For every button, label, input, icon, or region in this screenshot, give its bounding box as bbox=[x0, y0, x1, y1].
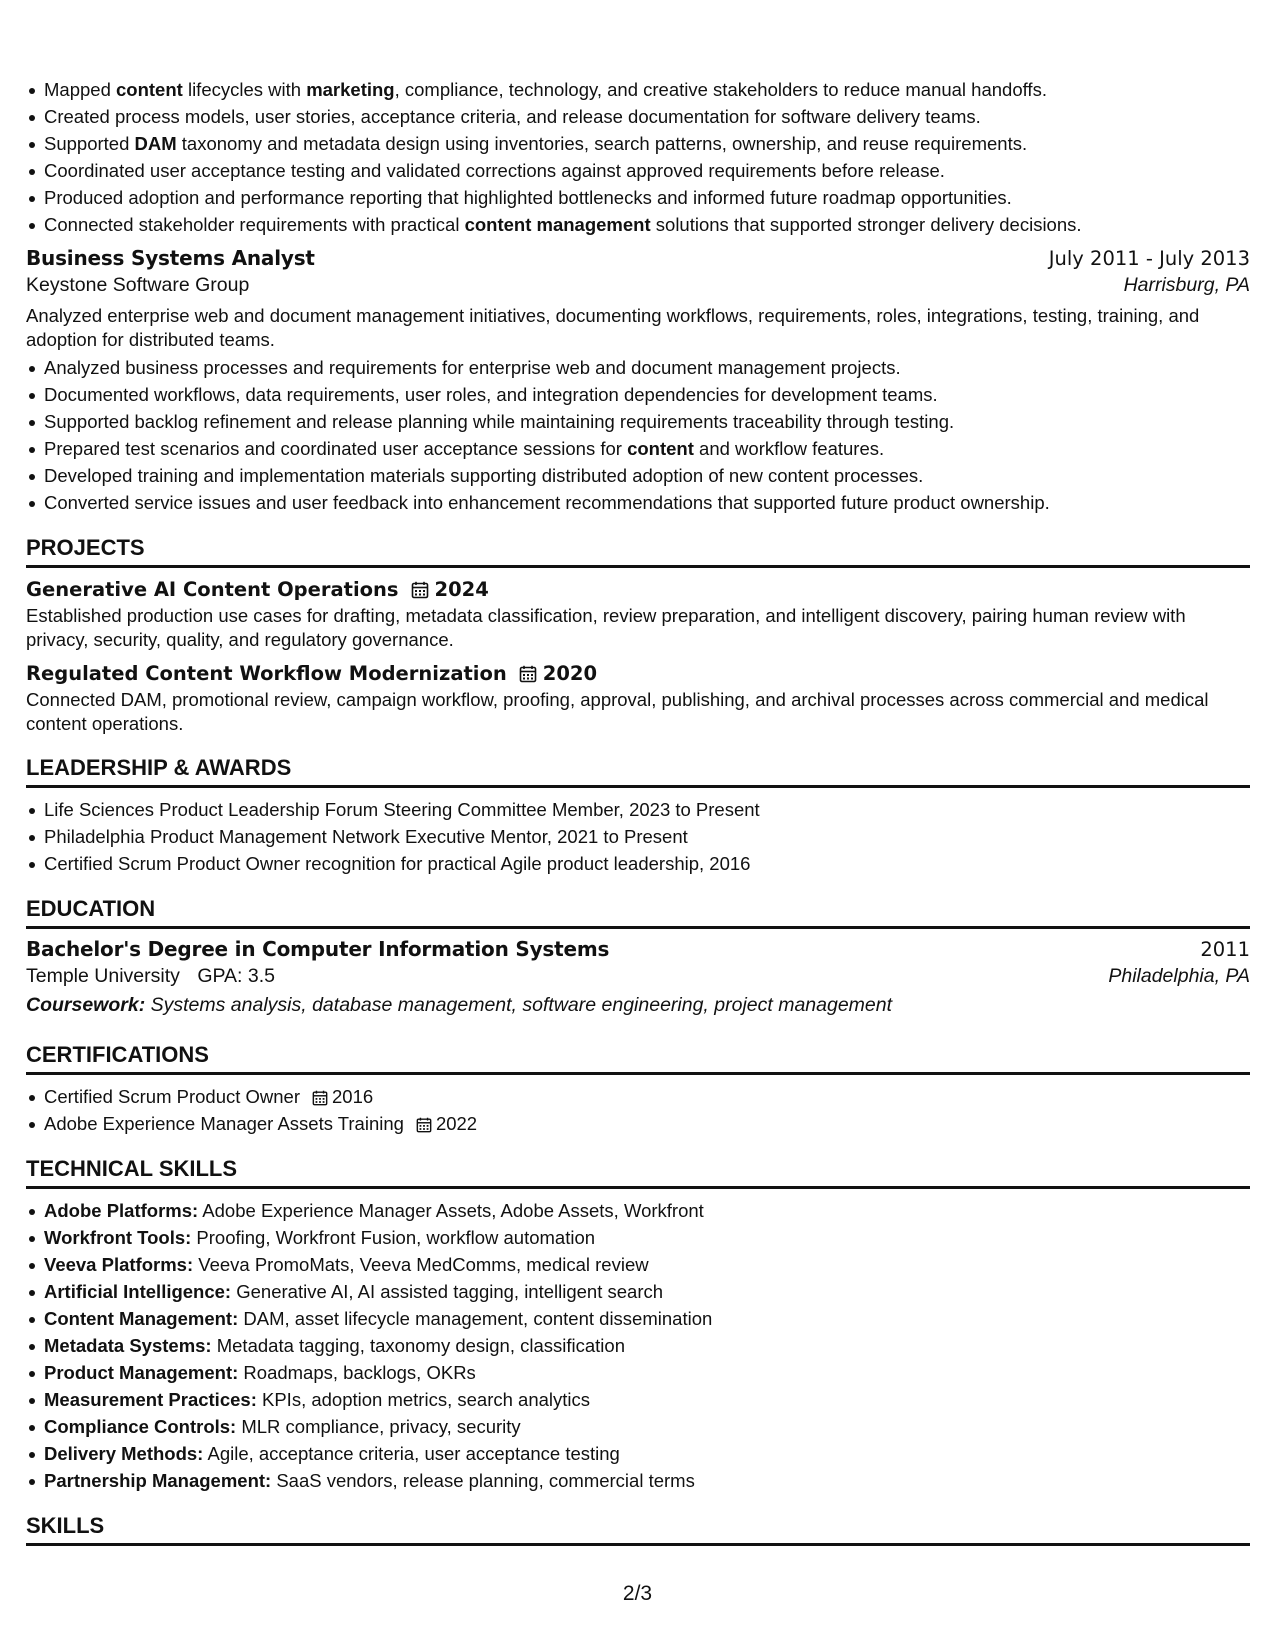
skill-value: DAM, asset lifecycle management, content dissemination bbox=[238, 1308, 713, 1329]
list-item bbox=[44, 103, 1250, 130]
skill-value: Roadmaps, backlogs, OKRs bbox=[238, 1362, 476, 1383]
list-item bbox=[44, 1413, 1250, 1440]
list-item bbox=[44, 1359, 1250, 1386]
job-location: Harrisburg, PA bbox=[1123, 274, 1250, 296]
list-item bbox=[44, 1386, 1250, 1413]
project-year: 2024 bbox=[434, 578, 489, 601]
skill-label: Workfront Tools: bbox=[44, 1227, 192, 1248]
text-segment: , compliance, technology, and creative stakeholders to reduce manual handoffs. bbox=[394, 79, 1047, 100]
list-item bbox=[44, 157, 1250, 184]
coursework-label: Coursework: bbox=[26, 994, 146, 1016]
job-company: Keystone Software Group bbox=[26, 274, 250, 296]
text-segment: Supported backlog refinement and release planning while maintaining requirements traceability through testing. bbox=[44, 411, 955, 432]
list-item bbox=[44, 211, 1250, 238]
project-name: Regulated Content Workflow Modernization bbox=[26, 662, 507, 685]
list-item bbox=[44, 435, 1250, 462]
skill-label: Compliance Controls: bbox=[44, 1416, 237, 1437]
education-entry bbox=[26, 937, 1250, 1019]
text-segment: taxonomy and metadata design using inventories, search patterns, ownership, and reuse requirements. bbox=[176, 133, 1028, 154]
text-segment: Supported bbox=[44, 133, 135, 154]
skill-label: Delivery Methods: bbox=[44, 1443, 204, 1464]
skills-heading: SKILLS bbox=[26, 1512, 1250, 1546]
education-header bbox=[26, 937, 1250, 961]
projects-heading: PROJECTS bbox=[26, 534, 1250, 568]
list-item bbox=[44, 489, 1250, 516]
bold-keyword: content bbox=[627, 438, 694, 459]
calendar-icon bbox=[519, 665, 537, 683]
bold-keyword: content management bbox=[464, 214, 651, 235]
skill-label: Artificial Intelligence: bbox=[44, 1281, 232, 1302]
list-item bbox=[44, 1305, 1250, 1332]
text-segment: and workflow features. bbox=[693, 438, 885, 459]
education-subheader bbox=[26, 961, 1250, 991]
leadership-heading: LEADERSHIP & AWARDS bbox=[26, 754, 1250, 788]
project-name: Generative AI Content Operations bbox=[26, 578, 399, 601]
text-segment: Prepared test scenarios and coordinated user acceptance sessions for bbox=[44, 438, 628, 459]
list-item bbox=[44, 1083, 1250, 1110]
text-segment: Created process models, user stories, acceptance criteria, and release documentation for software delivery teams. bbox=[44, 106, 981, 127]
text-segment: Produced adoption and performance reporting that highlighted bottlenecks and informed future roadmap opportunities. bbox=[44, 187, 1012, 208]
graduation-year: 2011 bbox=[1200, 938, 1250, 961]
school-location: Philadelphia, PA bbox=[1108, 965, 1250, 987]
skill-label: Measurement Practices: bbox=[44, 1389, 257, 1410]
calendar-icon bbox=[416, 1117, 432, 1133]
text-segment: Converted service issues and user feedback into enhancement recommendations that supported future product ownership. bbox=[44, 492, 1050, 513]
list-item bbox=[44, 130, 1250, 157]
resume-page bbox=[26, 76, 1250, 1554]
project-entry bbox=[26, 660, 1250, 736]
list-item bbox=[44, 1278, 1250, 1305]
list-item bbox=[44, 76, 1250, 103]
list-item: Philadelphia Product Management Network Executive Mentor, 2021 to Present bbox=[44, 823, 1250, 850]
list-item bbox=[44, 184, 1250, 211]
skill-value: MLR compliance, privacy, security bbox=[236, 1416, 521, 1437]
bold-keyword: content bbox=[116, 79, 183, 100]
certification-year: 2022 bbox=[435, 1113, 478, 1134]
skill-value: Veeva PromoMats, Veeva MedComms, medical review bbox=[193, 1254, 649, 1275]
skill-label: Metadata Systems: bbox=[44, 1335, 212, 1356]
list-item bbox=[44, 1197, 1250, 1224]
certifications-list bbox=[26, 1083, 1250, 1137]
job-dates: July 2011 - July 2013 bbox=[1048, 247, 1250, 270]
certifications-heading: CERTIFICATIONS bbox=[26, 1041, 1250, 1075]
job-header bbox=[26, 246, 1250, 270]
degree-title: Bachelor's Degree in Computer Information Systems bbox=[26, 937, 610, 961]
skill-label: Content Management: bbox=[44, 1308, 239, 1329]
certification-name: Adobe Experience Manager Assets Training bbox=[44, 1113, 404, 1134]
school-and-gpa bbox=[26, 961, 275, 991]
page-number: 2/3 bbox=[622, 1582, 653, 1605]
skill-value: Adobe Experience Manager Assets, Adobe Assets, Workfront bbox=[198, 1200, 704, 1221]
bold-keyword: DAM bbox=[134, 133, 177, 154]
skill-label: Partnership Management: bbox=[44, 1470, 272, 1491]
skill-value: SaaS vendors, release planning, commercial terms bbox=[271, 1470, 695, 1491]
job-subheader bbox=[26, 270, 1250, 300]
job-summary: Analyzed enterprise web and document management initiatives, documenting workflows, requirements, roles, integrations, testing, training, and adoption for distributed teams. bbox=[26, 305, 1200, 350]
list-item: Certified Scrum Product Owner recognition for practical Agile product leadership, 2016 bbox=[44, 850, 1250, 877]
list-item bbox=[44, 1332, 1250, 1359]
list-item bbox=[44, 1251, 1250, 1278]
text-segment: Coordinated user acceptance testing and validated corrections against approved requirements before release. bbox=[44, 160, 945, 181]
text-segment: Analyzed business processes and requirements for enterprise web and document management projects. bbox=[44, 357, 901, 378]
skill-label: Veeva Platforms: bbox=[44, 1254, 194, 1275]
skill-value: KPIs, adoption metrics, search analytics bbox=[256, 1389, 591, 1410]
school-name: Temple University bbox=[26, 965, 180, 987]
text-segment: Developed training and implementation materials supporting distributed adoption of new content processes. bbox=[44, 465, 924, 486]
calendar-icon bbox=[312, 1090, 328, 1106]
skill-label: Adobe Platforms: bbox=[44, 1200, 199, 1221]
certification-name: Certified Scrum Product Owner bbox=[44, 1086, 301, 1107]
coursework bbox=[26, 991, 1250, 1019]
project-year: 2020 bbox=[542, 662, 598, 685]
text-segment: Connected stakeholder requirements with practical bbox=[44, 214, 465, 235]
job-bullets bbox=[26, 354, 1250, 516]
gpa: GPA: 3.5 bbox=[197, 965, 275, 987]
list-item bbox=[44, 381, 1250, 408]
technical-skills-heading: TECHNICAL SKILLS bbox=[26, 1155, 1250, 1189]
list-item bbox=[44, 354, 1250, 381]
certification-year: 2016 bbox=[332, 1086, 374, 1107]
leadership-list bbox=[26, 796, 1250, 877]
project-entry bbox=[26, 576, 1250, 652]
project-description: Established production use cases for drafting, metadata classification, review preparation, and intelligent discovery, pairing human review with privacy, security, quality, and regulatory governance. bbox=[26, 605, 1186, 650]
technical-skills-list bbox=[26, 1197, 1250, 1494]
text-segment: Documented workflows, data requirements, user roles, and integration dependencies for development teams. bbox=[44, 384, 938, 405]
job-title: Business Systems Analyst bbox=[26, 246, 315, 270]
skill-value: Proofing, Workfront Fusion, workflow automation bbox=[191, 1227, 596, 1248]
skill-value: Agile, acceptance criteria, user acceptance testing bbox=[203, 1443, 620, 1464]
list-item bbox=[44, 1467, 1250, 1494]
project-header bbox=[26, 660, 1250, 688]
calendar-icon bbox=[411, 581, 429, 599]
bold-keyword: marketing bbox=[306, 79, 395, 100]
education-heading: EDUCATION bbox=[26, 895, 1250, 929]
list-item bbox=[44, 408, 1250, 435]
project-description: Connected DAM, promotional review, campaign workflow, proofing, approval, publishing, and archival processes across commercial and medical content operations. bbox=[26, 689, 1209, 734]
list-item bbox=[44, 1440, 1250, 1467]
skill-label: Product Management: bbox=[44, 1362, 239, 1383]
experience-bullets-top bbox=[26, 76, 1250, 238]
text-segment: Mapped bbox=[44, 79, 116, 100]
coursework-text: Systems analysis, database management, software engineering, project management bbox=[145, 994, 893, 1016]
list-item bbox=[44, 1224, 1250, 1251]
text-segment: lifecycles with bbox=[182, 79, 307, 100]
skill-value: Metadata tagging, taxonomy design, classification bbox=[211, 1335, 625, 1356]
text-segment: solutions that supported stronger delivery decisions. bbox=[650, 214, 1082, 235]
list-item bbox=[44, 1110, 1250, 1137]
list-item bbox=[44, 462, 1250, 489]
list-item: Life Sciences Product Leadership Forum Steering Committee Member, 2023 to Present bbox=[44, 796, 1250, 823]
job-entry bbox=[26, 246, 1250, 516]
skill-value: Generative AI, AI assisted tagging, intelligent search bbox=[231, 1281, 664, 1302]
project-header bbox=[26, 576, 1250, 604]
